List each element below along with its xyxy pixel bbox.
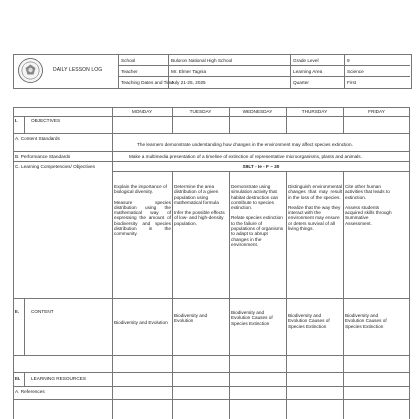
section-number: I.: [15, 118, 18, 123]
school-value: Buloron National High School: [171, 58, 233, 63]
day-heading: FRIDAY: [368, 109, 385, 114]
row-line: [13, 399, 410, 400]
day-heading: WEDNESDAY: [242, 109, 273, 114]
section-number: III.: [15, 376, 21, 381]
objective-text: Infer the possible effects of low- and high-density population.: [174, 210, 225, 226]
col-line: [24, 372, 25, 386]
teacher-label: Teacher: [121, 69, 138, 74]
grade-level-value: 9: [347, 58, 350, 63]
objective-text: Assess students acquired skills through Summative Assessment.: [345, 204, 392, 226]
grade-level-label: Grade Level: [293, 58, 319, 63]
quarter-label: Quarter: [293, 80, 309, 85]
deped-seal-icon: [18, 58, 43, 83]
row-line: [13, 355, 410, 356]
friday-objectives: [345, 184, 395, 226]
header-divider: [118, 54, 119, 88]
tuesday-content: Biodiversity and Evolution: [174, 313, 208, 324]
learning-area-label: Learning Area: [293, 69, 323, 74]
section-number: II.: [15, 309, 19, 314]
col-line: [172, 171, 173, 419]
wednesday-content: Biodiversity and Evolution Causes of Species Extinction: [231, 310, 273, 326]
dates-value: July 21-25, 2025: [171, 80, 206, 85]
row-line: [13, 298, 410, 299]
competency-code: S9LT - Ie - F – 30: [242, 164, 280, 169]
objective-text: Cite other human activities that leads to extinction.: [345, 184, 390, 200]
col-line: [24, 298, 25, 355]
header-row-line: [118, 65, 410, 66]
row-line: [13, 386, 410, 387]
references-label: A. References: [15, 389, 45, 394]
content-standards-text: The learners demonstrate understanding how changes in the environment may affect species extinction.: [137, 142, 353, 147]
tuesday-objectives: [174, 184, 228, 226]
objective-text: Demonstrate using simulation activity that habitat destruction can contribute to species extinction.: [231, 184, 279, 211]
school-label: School: [121, 58, 136, 63]
teacher-value: Mr. Elmer Tagnia: [171, 69, 207, 74]
objective-text: Determine the area distribution of a given population using mathematical formula: [174, 184, 219, 205]
col-line: [229, 171, 230, 419]
row-line: [13, 372, 410, 373]
day-heading: THURSDAY: [301, 109, 328, 114]
objective-text: Relate species extinction to the failure of populations of organisms to adapt to abrupt changes in the environment.: [231, 215, 284, 247]
col-line: [112, 107, 113, 419]
section-objectives-label: OBJECTIVES: [31, 118, 61, 123]
content-standards-label: A. Content Standards: [15, 136, 60, 141]
row-line: [13, 133, 410, 134]
objective-text: Explain the importance of biological diversity.: [114, 184, 167, 195]
col-line: [24, 116, 25, 133]
row-line: [112, 171, 410, 172]
learning-area-value: Science: [347, 69, 364, 74]
header-row-line: [118, 76, 410, 77]
header-divider: [344, 54, 345, 88]
row-line: [13, 116, 410, 117]
row-line: [13, 151, 410, 152]
section-content-label: CONTENT: [31, 309, 54, 314]
quarter-value: First: [347, 80, 357, 85]
row-line: [13, 161, 410, 162]
monday-objectives: [114, 184, 171, 237]
friday-content: Biodiversity and Evolution Causes of Species Extinction: [345, 313, 387, 329]
objective-text: Realize that the way they interact with the environment may ensure or deters survival of all living things.: [288, 204, 341, 232]
col-line: [343, 171, 344, 419]
thursday-content: Biodiversity and Evolution Causes of Species Extinction: [288, 313, 330, 329]
learning-competencies-label: C. Learning Competencies/ Objectives: [15, 164, 95, 169]
document-title: DAILY LESSON LOG: [53, 67, 103, 73]
performance-standards-text: Make a multimedia presentation of a timeline of extinction of representative microorganisms, plants and animals.: [129, 154, 362, 159]
col-line: [286, 171, 287, 419]
wednesday-objectives: [231, 184, 285, 247]
monday-content: Biodiversity and Evolution: [114, 320, 168, 325]
performance-standards-label: B. Performance Standards: [15, 154, 71, 159]
thursday-objectives: [288, 184, 342, 231]
objective-text: Distinguish environmental changes that may result in the loss of the species.: [288, 184, 342, 200]
section-resources-label: LEARNING RESOURCES: [31, 376, 86, 381]
day-heading: TUESDAY: [189, 109, 212, 114]
objective-text: Measure species distribution using the mathematical way of expressing the amount of biodiversity and species distribution in the community.: [114, 199, 171, 237]
day-heading: MONDAY: [131, 109, 153, 114]
dates-label: Teaching Dates and Time: [121, 80, 174, 85]
header-divider: [290, 54, 291, 88]
